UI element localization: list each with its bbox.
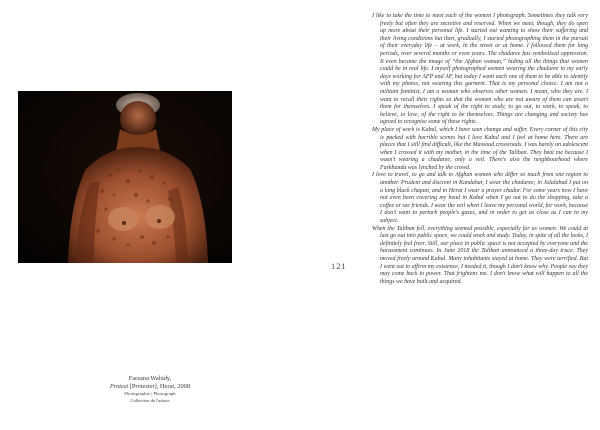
body-text [372,13,588,286]
photograph-image [18,91,232,263]
artwork-photograph [18,91,232,263]
page-number: 121 [331,262,347,271]
caption-medium: Photographie | Photograph [124,391,176,396]
caption-title-rest: [Protester], Herat, 2008 [128,383,191,390]
caption-artist: Farzana Wahidy, [128,375,172,382]
body-paragraph: When the Taliban fell, everything seemed possible, especially for us women. We could at last go out into public space, we could work and study. Today, in spite of all the looks, I definitely feel freer. Still, our place in public space is not accepted by everyone and the harassment continues. In June 2018 the Taliban announced a three-day truce. They moved freely around Kabul. Many inhabitants stayed at home. They were terrified. But I went out to affirm my existence, I needed it, though I don't know why. People say they may come back to power. That frightens me. I don't know what will happen to all the things we have built and acquired. [372,225,588,285]
caption-collection: Collection de l'artiste [130,397,170,403]
caption-title-italic: Protest [109,383,129,390]
photo-caption [60,375,240,404]
caption-work [60,383,240,391]
body-paragraph: My place of work is Kabul, which I have seen change and suffer. Every corner of this city is packed with horrible scenes but I love Kabul and I feel at home here. There are places that I still find difficult, like the Massoud crossroads. I was barely an adolescent when I crossed it with my mother, in the time of the Taliban. They beat me because I wasn't wearing a chadaree, only a veil. There's also the neighbourhood where Farkhunda was lynched by the crowd. [372,126,588,171]
body-paragraph: I like to take the time to meet each of the women I photograph. Sometimes they talk very freely but often they are secretive and reserved. When we meet, though, they do open up more about their personal life. I started out wanting to show their suffering and their living conditions but then, gradually, I started photographing them in the pursuit of their everyday life – at work, in the street or at home. I followed them for long periods, over several months or even years. The chadaree has symbolised oppression. It even became the image of “the Afghan woman,” hiding all the things that women could be in real life. I myself photographed women wearing the chadaree in my early days working for AFP and AP, but today I want each one of them to be able to identify with my photos, not wearing this garment. That is my personal choice. I am not a militant feminist, I am a woman who observes other women. I mean, who they are. I want to recall their rights so that the women who are not aware of them can assert them for themselves. I speak of the right to study, to go out, to work, to speak, to believe, to love, of the right to be themselves. Things are changing and society has agreed to recognise some of these rights. [372,13,588,126]
body-paragraph: I love to travel, to go and talk to Afghan women who differ so much from one region to another. Prudent and discreet in Kandahar, I wear the chadaree; in Jalalabad I put on a long black chapan, and in Herat I wear a prayer chador. For some years now I have not even been covering my head in Kabul when I go out to do the shopping, take a coffee or see friends. I wear the veil when I leave my personal world, for work, because I don't want to perturb people's gazes, and in order to get as close as I can to my subject. [372,172,588,225]
